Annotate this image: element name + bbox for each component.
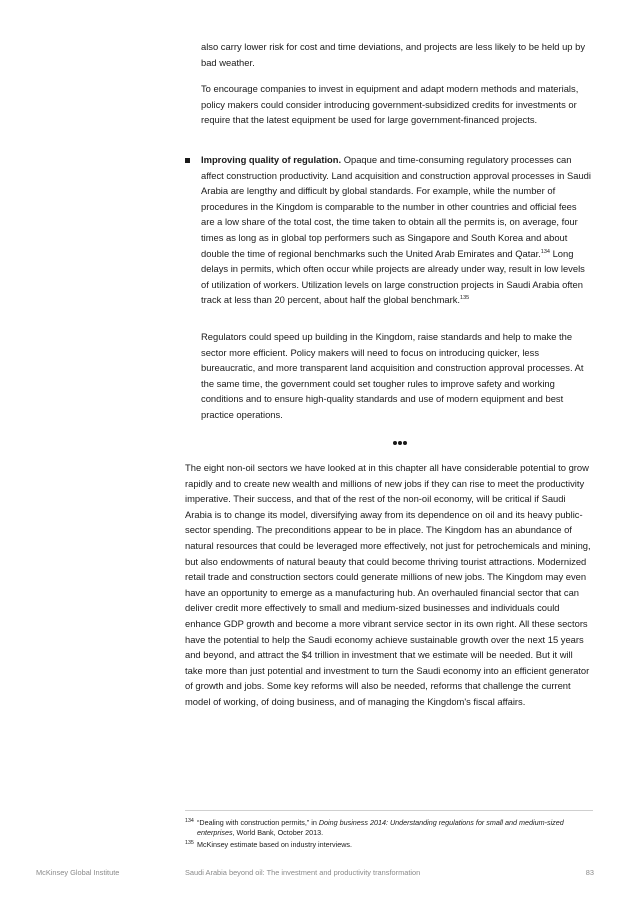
footnote-number: 134	[185, 818, 194, 824]
body-paragraph-equipment: To encourage companies to invest in equipment and adapt modern methods and materials, policy makers could consider introducing government-subsidized credits for investments or require that the latest equipment be used for large government-financed projects.	[201, 83, 579, 126]
body-paragraph-continued: also carry lower risk for cost and time deviations, and projects are less likely to be held up by bad weather.	[201, 41, 586, 68]
footnote-ref-135[interactable]: 135	[460, 295, 470, 302]
bullet-heading: Improving quality of regulation.	[201, 154, 342, 165]
body-paragraph-regulators: Regulators could speed up building in the Kingdom, raise standards and help to make the sector more efficient. Policy makers will need to focus on introducing quicker, less bureaucratic, and more transparent land acquisition and construction approval processes. At the same time, the government could set tougher rules to improve safety and working conditions and to ensure high-quality standards and use of modern equipment and best practice operations.	[201, 331, 584, 420]
footnote-134	[185, 818, 591, 839]
footnote-text: McKinsey estimate based on industry interviews.	[197, 840, 352, 849]
section-separator-dots-icon	[370, 432, 430, 442]
bullet-regulation	[201, 152, 591, 308]
footer-page-number: 83	[585, 868, 594, 877]
footer-report-title: Saudi Arabia beyond oil: The investment and productivity transformation	[185, 868, 421, 877]
footnote-divider	[185, 810, 593, 811]
bullet-text-part1: Opaque and time-consuming regulatory processes can affect construction productivity. Land acquisition and construction approval processes in Saudi Arabia are lengthy and difficult by global standards. For example, while the number of procedures in the Kingdom is comparable to the number in other countries and official fees are a low share of the total cost, the time taken to obtain all the permits is, on average, four times as long as in global top performers such as Singapore and South Korea and about double the time of regional benchmarks such the United Arab Emirates and Qatar.	[201, 154, 591, 259]
footnote-number: 135	[185, 840, 194, 846]
body-paragraph-conclusion: The eight non-oil sectors we have looked at in this chapter all have considerable potential to grow rapidly and to create new wealth and millions of new jobs if they can rise to meet the productivity imperative. Their success, and that of the rest of the non-oil economy, will be critical if Saudi Arabia is to change its model, diversifying away from its dependence on oil and its heavy public-sector spending. The preconditions appear to be in place. The Kingdom has an abundance of natural resources that could be leveraged more effectively, not just for petrochemicals and mining, but also endowments of natural beauty that could become thriving tourist attractions. Modernized retail trade and construction sectors could generate millions of new jobs. The Kingdom may even have an opportunity to emerge as a manufacturing hub. An overhauled financial sector that can deliver credit more effectively to small and medium-sized businesses and individuals could enhance GDP growth and become a more vibrant service sector in its own right. All these sectors have the potential to help the Saudi economy achieve sustainable growth over the next 15 years and beyond, and attract the $4 trillion in investment that we estimate will be needed. But it will take more than just potential and investment to turn the Saudi economy into an efficient generator of growth and jobs. Some key reforms will also be needed, reforms that challenge the current model of working, of doing business, and of managing the Kingdom's fiscal affairs.	[185, 462, 591, 707]
footnote-135	[185, 840, 591, 850]
footnote-text: “Dealing with construction permits,” in Doing business 2014: Understanding regulations for small and medium-sized enterprises, World Bank, October 2013.	[197, 818, 564, 838]
bullet-square-icon	[185, 158, 190, 163]
footnote-ref-134[interactable]: 134	[540, 248, 550, 255]
bullet-text-part2: Long delays in permits, which often occur while projects are already under way, result in low levels of utilization of workers. Utilization levels on large construction projects in Saudi Arabia often track at less than 20 percent, about half the global benchmark.	[201, 247, 585, 306]
footnote-source-title: Doing business 2014: Understanding regulations for small and medium-sized enterprises	[197, 818, 564, 838]
footer-publisher: McKinsey Global Institute	[36, 868, 120, 877]
